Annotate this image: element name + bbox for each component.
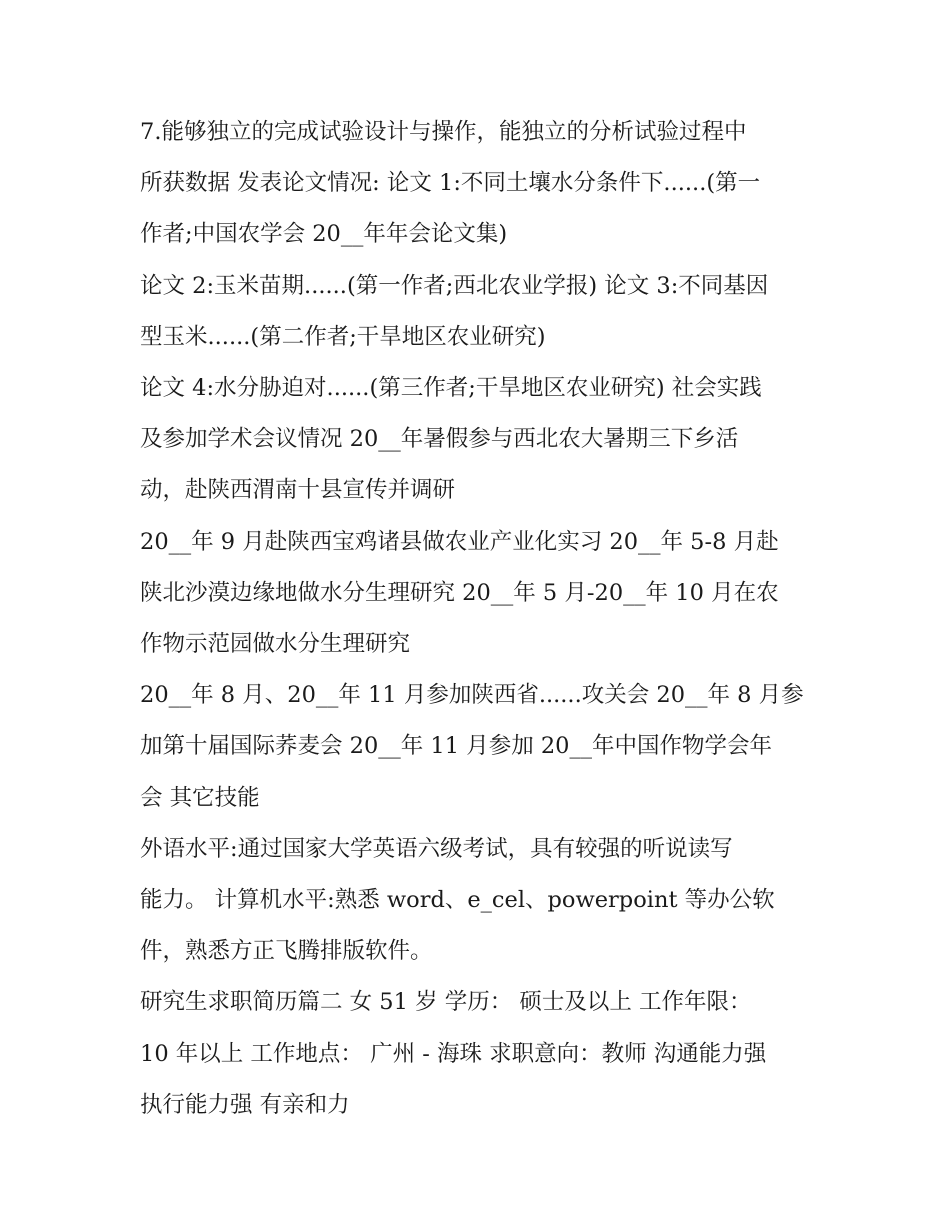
text-line: 动，赴陕西渭南十县宣传并调研: [140, 477, 456, 504]
document-body: [140, 107, 820, 1131]
text-line: 20__年 9 月赴陕西宝鸡诸县做农业产业化实习 20__年 5-8 月赴: [140, 528, 779, 555]
text-line: 会 其它技能: [140, 784, 260, 811]
text-line: 外语水平:通过国家大学英语六级考试，具有较强的听说读写: [140, 835, 733, 862]
text-line: 件，熟悉方正飞腾排版软件。: [140, 938, 433, 965]
text-line: 能力。 计算机水平:熟悉 word、e_cel、powerpoint 等办公软: [140, 887, 775, 914]
text-line: 作者;中国农学会 20__年年会论文集): [140, 221, 508, 248]
text-line: 执行能力强 有亲和力: [140, 1091, 350, 1118]
text-line: 10 年以上 工作地点： 广州 - 海珠 求职意向：教师 沟通能力强: [140, 1040, 767, 1067]
text-line: 所获数据 发表论文情况: 论文 1:不同土壤水分条件下......(第一: [140, 170, 761, 197]
text-line: 7.能够独立的完成试验设计与操作，能独立的分析试验过程中: [140, 119, 747, 145]
text-line: 20__年 8 月、20__年 11 月参加陕西省......攻关会 20__年 8 月参: [140, 682, 804, 709]
text-line: 研究生求职简历篇二 女 51 岁 学历： 硕士及以上 工作年限：: [140, 989, 752, 1016]
text-line: 及参加学术会议情况 20__年暑假参与西北农大暑期三下乡活: [140, 426, 739, 453]
text-line: 论文 4:水分胁迫对......(第三作者;干旱地区农业研究) 社会实践: [140, 375, 762, 402]
text-line: 型玉米......(第二作者;干旱地区农业研究): [140, 323, 546, 350]
text-line: 论文 2:玉米苗期......(第一作者;西北农业学报) 论文 3:不同基因: [140, 272, 769, 299]
text-line: 加第十届国际荞麦会 20__年 11 月参加 20__年中国作物学会年: [140, 733, 773, 760]
text-line: 作物示范园做水分生理研究: [140, 631, 411, 658]
text-line: 陕北沙漠边缘地做水分生理研究 20__年 5 月-20__年 10 月在农: [140, 579, 779, 606]
